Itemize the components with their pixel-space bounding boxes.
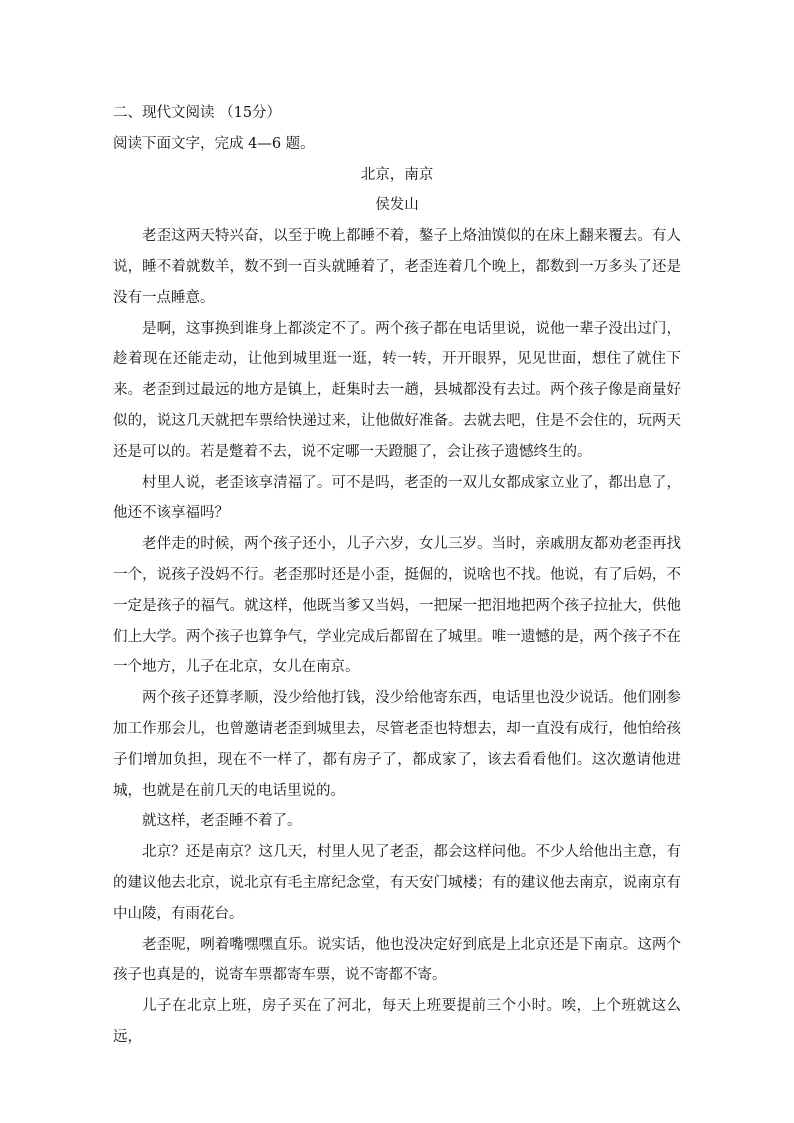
article-paragraph: 就这样，老歪睡不着了。	[142, 813, 302, 830]
reading-instruction: 阅读下面文字，完成 4—6 题。	[113, 135, 315, 152]
document-body	[113, 98, 681, 1053]
article-paragraph: 两个孩子还算孝顺，没少给他打钱，没少给他寄东西，电话里也没少说话。他们刚参加工作那会儿，也曾邀请老歪到城里去，尽管老歪也特想去，却一直没有成行，他怕给孩子们增加负担，现在不一样了，都有房子了，都成家了，该去看看他们。这次邀请他进城，也就是在前几天的电话里说的。	[113, 690, 681, 799]
article-paragraph: 老歪呢，咧着嘴嘿嘿直乐。说实话，他也没决定好到底是上北京还是下南京。这两个孩子也真是的，说寄车票都寄车票，说不寄都不寄。	[113, 936, 681, 984]
article-title: 北京，南京	[360, 166, 434, 183]
article-author: 侯发山	[375, 197, 419, 214]
section-heading: 二、现代文阅读 （15分）	[113, 105, 282, 121]
article-paragraph: 是啊，这事换到谁身上都淡定不了。两个孩子都在电话里说，说他一辈子没出过门，趁着现在还能走动，让他到城里逛一逛，转一转，开开眼界，见见世面，想住了就住下来。老歪到过最远的地方是镇上，赶集时去一趟，县城都没有去过。两个孩子像是商量好似的，说这几天就把车票给快递过来，让他做好准备。去就去吧，住是不会住的，玩两天还是可以的。若是蹩着不去，说不定哪一天蹬腿了，会让孩子遗憾终生的。	[113, 320, 681, 460]
article-paragraph: 老伴走的时候，两个孩子还小，儿子六岁，女儿三岁。当时，亲戚朋友都劝老歪再找一个，说孩子没妈不行。老歪那时还是小歪，挺倔的，说啥也不找。他说，有了后妈，不一定是孩子的福气。就这样，他既当爹又当妈，一把屎一把泪地把两个孩子拉扯大，供他们上大学。两个孩子也算争气，学业完成后都留在了城里。唯一遗憾的是，两个孩子不在一个地方，儿子在北京，女儿在南京。	[113, 536, 681, 676]
article-paragraph: 北京？还是南京？这几天，村里人见了老歪，都会这样问他。不少人给他出主意，有的建议他去北京，说北京有毛主席纪念堂，有天安门城楼；有的建议他去南京，说南京有中山陵，有雨花台。	[113, 844, 681, 922]
article-paragraph: 村里人说，老歪该享清福了。可不是吗，老歪的一双儿女都成家立业了，都出息了，他还不该享福吗？	[113, 474, 681, 522]
article-paragraph: 儿子在北京上班，房子买在了河北，每天上班要提前三个小时。唉，上个班就这么远，	[113, 998, 681, 1045]
article-paragraph: 老歪这两天特兴奋，以至于晚上都睡不着，鏊子上烙油馍似的在床上翻来覆去。有人说，睡不着就数羊，数不到一百头就睡着了，老歪连着几个晚上，都数到一万多头了还是没有一点睡意。	[113, 228, 681, 306]
